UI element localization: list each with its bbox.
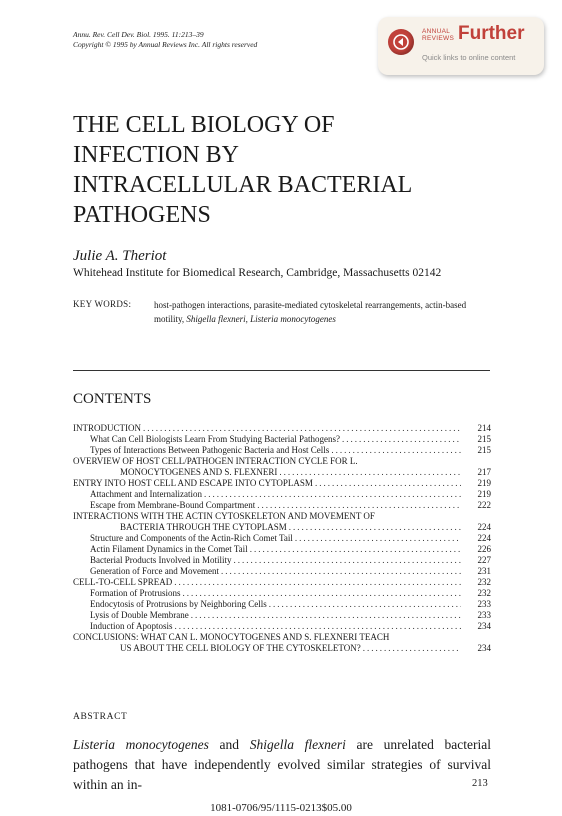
- toc-leader: [250, 544, 461, 555]
- toc-entry[interactable]: [73, 555, 491, 566]
- abstract-and: and: [208, 737, 250, 752]
- toc-page: 227: [477, 555, 491, 565]
- table-of-contents: [73, 423, 491, 654]
- contents-heading: CONTENTS: [73, 391, 152, 407]
- toc-leader: [233, 555, 461, 566]
- toc-page: 215: [477, 445, 491, 455]
- toc-page: 222: [477, 500, 491, 510]
- toc-label: OVERVIEW OF HOST CELL/PATHOGEN INTERACTION CYCLE FOR L.: [73, 456, 358, 466]
- toc-entry[interactable]: [73, 467, 491, 478]
- toc-entry[interactable]: [73, 643, 491, 654]
- toc-label: INTERACTIONS WITH THE ACTIN CYTOSKELETON AND MOVEMENT OF: [73, 511, 375, 521]
- toc-entry[interactable]: [73, 478, 491, 489]
- toc-page: 233: [477, 610, 491, 620]
- toc-entry[interactable]: [73, 610, 491, 621]
- toc-entry[interactable]: [73, 511, 491, 522]
- toc-page: 226: [477, 544, 491, 554]
- toc-entry[interactable]: [73, 489, 491, 500]
- citation-line-1: Annu. Rev. Cell Dev. Biol. 1995. 11:213–39: [73, 30, 204, 39]
- toc-entry[interactable]: [73, 533, 491, 544]
- toc-page: 224: [477, 533, 491, 543]
- keywords-plain: host-pathogen interactions, parasite-mediated cytoskeletal rearrangements, actin-based motility,: [154, 300, 467, 324]
- toc-leader: [279, 467, 461, 478]
- keywords-species: Shigella flexneri, Listeria monocytogenes: [186, 314, 336, 324]
- toc-entry[interactable]: [73, 434, 491, 445]
- section-divider: [73, 370, 490, 371]
- toc-leader: [342, 434, 461, 445]
- toc-page: 217: [477, 467, 491, 477]
- toc-page: 219: [477, 478, 491, 488]
- toc-page: 234: [477, 643, 491, 653]
- author-affiliation: Whitehead Institute for Biomedical Research, Cambridge, Massachusetts 02142: [73, 267, 442, 279]
- toc-page: 224: [477, 522, 491, 532]
- toc-label: Escape from Membrane-Bound Compartment: [90, 500, 256, 510]
- toc-label: INTRODUCTION: [73, 423, 141, 433]
- toc-page: 234: [477, 621, 491, 631]
- toc-leader: [289, 522, 461, 533]
- toc-entry[interactable]: [73, 566, 491, 577]
- toc-leader: [204, 489, 461, 500]
- badge-reviews: REVIEWS: [422, 35, 455, 42]
- toc-label: Attachment and Internalization: [90, 489, 202, 499]
- toc-leader: [191, 610, 461, 621]
- toc-label: Types of Interactions Between Pathogenic Bacteria and Host Cells: [90, 445, 330, 455]
- toc-label: ENTRY INTO HOST CELL AND ESCAPE INTO CYTOPLASM: [73, 478, 313, 488]
- toc-label: CONCLUSIONS: WHAT CAN L. MONOCYTOGENES AND S. FLEXNERI TEACH: [73, 632, 390, 642]
- toc-entry[interactable]: [73, 588, 491, 599]
- badge-annual: ANNUAL: [422, 28, 451, 35]
- abstract-heading: ABSTRACT: [73, 712, 128, 722]
- toc-entry[interactable]: [73, 632, 491, 643]
- further-links-badge[interactable]: [378, 17, 544, 75]
- toc-page: 233: [477, 599, 491, 609]
- title-line: THE CELL BIOLOGY OF: [73, 112, 335, 138]
- annual-reviews-logo-text: [422, 28, 454, 42]
- toc-page: 231: [477, 566, 491, 576]
- toc-label: Endocytosis of Protrusions by Neighboring Cells: [90, 599, 267, 609]
- footer-code: 1081-0706/95/1115-0213$05.00: [210, 802, 352, 814]
- toc-label: Structure and Components of the Actin-Rich Comet Tail: [90, 533, 293, 543]
- toc-leader: [257, 500, 461, 511]
- toc-leader: [175, 621, 462, 632]
- abstract-species-2: Shigella flexneri: [249, 737, 346, 752]
- toc-leader: [143, 423, 461, 434]
- abstract-text: [73, 735, 491, 795]
- toc-leader: [183, 588, 461, 599]
- toc-entry[interactable]: [73, 577, 491, 588]
- title-line: INFECTION BY: [73, 142, 239, 168]
- toc-page: 232: [477, 588, 491, 598]
- toc-label: Generation of Force and Movement: [90, 566, 219, 576]
- keywords-text: [154, 298, 494, 326]
- toc-entry[interactable]: [73, 522, 491, 533]
- toc-page: 214: [477, 423, 491, 433]
- toc-label: MONOCYTOGENES AND S. FLEXNERI: [120, 467, 278, 477]
- toc-label: US ABOUT THE CELL BIOLOGY OF THE CYTOSKELETON?: [120, 643, 361, 653]
- toc-leader: [315, 478, 461, 489]
- toc-entry[interactable]: [73, 423, 491, 434]
- toc-entry[interactable]: [73, 599, 491, 610]
- toc-label: BACTERIA THROUGH THE CYTOPLASM: [120, 522, 287, 532]
- toc-entry[interactable]: [73, 500, 491, 511]
- toc-leader: [295, 533, 461, 544]
- toc-leader: [221, 566, 461, 577]
- badge-subtitle: Quick links to online content: [422, 53, 516, 62]
- toc-entry[interactable]: [73, 456, 491, 467]
- title-line: INTRACELLULAR BACTERIAL: [73, 172, 413, 198]
- author-name: Julie A. Theriot: [73, 248, 167, 264]
- play-arrow-icon: [388, 29, 414, 55]
- toc-entry[interactable]: [73, 445, 491, 456]
- toc-label: CELL-TO-CELL SPREAD: [73, 577, 173, 587]
- abstract-rest: are unrelated bacterial pathogens that have independently evolved similar strategies of survival within an in-: [73, 737, 491, 792]
- toc-page: 215: [477, 434, 491, 444]
- toc-page: 219: [477, 489, 491, 499]
- toc-leader: [269, 599, 461, 610]
- toc-leader: [174, 577, 461, 588]
- toc-entry[interactable]: [73, 544, 491, 555]
- toc-entry[interactable]: [73, 621, 491, 632]
- toc-label: Formation of Protrusions: [90, 588, 181, 598]
- toc-leader: [331, 445, 461, 456]
- badge-further: Further: [458, 23, 525, 44]
- toc-label: Actin Filament Dynamics in the Comet Tail: [90, 544, 248, 554]
- toc-label: Induction of Apoptosis: [90, 621, 173, 631]
- title-line: PATHOGENS: [73, 202, 211, 228]
- page-number: 213: [472, 778, 488, 789]
- article-title: [73, 110, 453, 230]
- journal-citation: [73, 30, 257, 50]
- toc-label: Lysis of Double Membrane: [90, 610, 189, 620]
- toc-label: What Can Cell Biologists Learn From Studying Bacterial Pathogens?: [90, 434, 340, 444]
- toc-leader: [363, 643, 461, 654]
- toc-page: 232: [477, 577, 491, 587]
- toc-label: Bacterial Products Involved in Motility: [90, 555, 232, 565]
- citation-line-2: Copyright © 1995 by Annual Reviews Inc. All rights reserved: [73, 40, 258, 49]
- abstract-species-1: Listeria monocytogenes: [73, 737, 209, 752]
- keywords-label: KEY WORDS:: [73, 299, 132, 309]
